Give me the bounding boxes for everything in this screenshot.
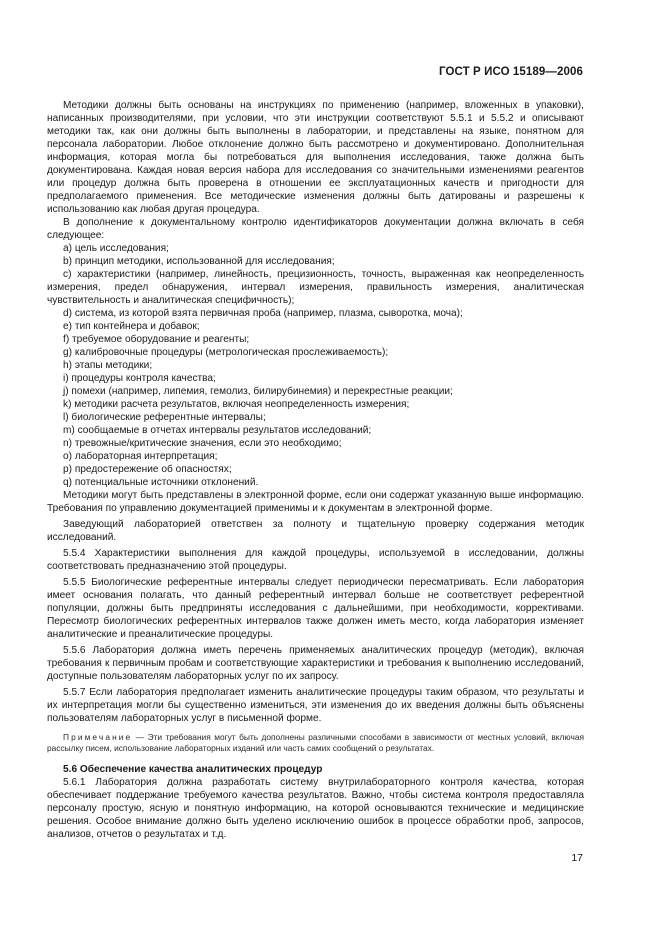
paragraph-lab-head: Заведующий лабораторией ответствен за полноту и тщательную проверку содержания методик исследований. xyxy=(47,519,584,543)
list-item: p) предостережение об опасностях; xyxy=(63,464,232,475)
list-item: o) лабораторная интерпретация; xyxy=(63,451,218,462)
list-item: l) биологические референтные интервалы; xyxy=(63,412,266,423)
paragraph-electronic-form: Методики могут быть представлены в электронной форме, если они содержат указанную выше информацию. Требования по управлению документацией применимы и к документам в электронной форме. xyxy=(47,490,584,514)
list-item: e) тип контейнера и добавок; xyxy=(63,321,200,332)
paragraph-methods-basis: Методики должны быть основаны на инструкциях по применению (например, вложенных в упаковки), написанных производителями, при условии, что эти инструкции соответствуют 5.5.1 и 5.5.2 и описывают методики так, как они должны быть выполнены в лаборатории, и представлены на языке, понятном для персонала лаборатории. Любое отклонение должно быть рассмотрено и документировано. Дополнительная информация, которая могла бы потребоваться для выполнения исследования, также должна быть документирована. Каждая новая версия набора для исследования со значительными изменениями реагентов или процедур должна быть проверена в отношении ее эксплуатационных качеств и пригодности для предполагаемого применения. Все методические изменения должны быть датированы и разрешены к использованию как любая другая процедура. xyxy=(47,100,584,215)
list-item: q) потенциальные источники отклонений. xyxy=(63,477,259,488)
paragraph-doc-control: В дополнение к документальному контролю идентификаторов документации должна включать в себя следующее: xyxy=(47,217,584,241)
document-header: ГОСТ Р ИСО 15189—2006 xyxy=(438,66,583,78)
clause-5-6-1: 5.6.1 Лаборатория должна разработать систему внутрилабораторного контроля качества, которая обеспечивает поддержание требуемого качества результатов. Важно, чтобы система контроля предоставляла персоналу простую, ясную и понятную информацию, на которой основываются технические и медицинские решения. Особое внимание должно быть уделено исключению ошибок в процессе обработки проб, запросов, анализов, отчетов о результатах и т.д. xyxy=(47,777,584,840)
section-heading-5-6: 5.6 Обеспечение качества аналитических процедур xyxy=(63,764,323,775)
note-label: Примечание xyxy=(63,732,133,742)
note xyxy=(47,732,584,754)
list-item: n) тревожные/критические значения, если это необходимо; xyxy=(63,438,342,449)
list-item: m) сообщаемые в отчетах интервалы результатов исследований; xyxy=(63,425,372,436)
list-item: i) процедуры контроля качества; xyxy=(63,373,216,384)
page-content xyxy=(47,99,584,841)
list-item: k) методики расчета результатов, включая неопределенность измерения; xyxy=(63,399,410,410)
clause-5-5-6: 5.5.6 Лаборатория должна иметь перечень применяемых аналитических процедур (методик), включая требования к первичным пробам и соответствующие характеристики и требования к выполнению исследований, доступные пользователям лабораторных услуг по их запросу. xyxy=(47,645,584,682)
list-item: c) характеристики (например, линейность, прецизионность, точность, выраженная как неопределенность измерения, предел обнаружения, интервал измерения, правильность измерения, аналитическая чувствительность и аналитическая специфичность); xyxy=(47,269,584,306)
page-number: 17 xyxy=(571,852,583,864)
list-item: g) калибровочные процедуры (метрологическая прослеживаемость); xyxy=(63,347,389,358)
note-text: — Эти требования могут быть дополнены различными способами в зависимости от местных условий, включая рассылку писем, использование лабораторных изданий или часть самих сообщений о результатах. xyxy=(47,732,584,753)
list-item: d) система, из которой взята первичная проба (например, плазма, сыворотка, моча); xyxy=(63,308,463,319)
list-item: j) помехи (например, липемия, гемолиз, билирубинемия) и перекрестные реакции; xyxy=(63,386,453,397)
list-item: b) принцип методики, использованной для исследования; xyxy=(63,256,335,267)
clause-5-5-5: 5.5.5 Биологические референтные интервалы следует периодически пересматривать. Если лаборатория имеет основания полагать, что данный референтный интервал больше не соответствует референтной популяции, должны быть предприняты исследования с дальнейшими, при необходимости, коррективами. Пересмотр биологических референтных интервалов также должен иметь место, когда лаборатория изменяет аналитические и преаналитические процедуры. xyxy=(47,577,584,640)
clause-5-5-7: 5.5.7 Если лаборатория предполагает изменить аналитические процедуры таким образом, что результаты и их интерпретация могли бы существенно измениться, эти изменения до их введения должны быть объяснены пользователям лабораторных услуг в письменной форме. xyxy=(47,687,584,724)
list-item: f) требуемое оборудование и реагенты; xyxy=(63,334,250,345)
list-item: h) этапы методики; xyxy=(63,360,153,371)
clause-5-5-4: 5.5.4 Характеристики выполнения для каждой процедуры, используемой в исследовании, должны соответствовать предназначению этой процедуры. xyxy=(47,548,584,572)
list-item: a) цель исследования; xyxy=(63,243,169,254)
